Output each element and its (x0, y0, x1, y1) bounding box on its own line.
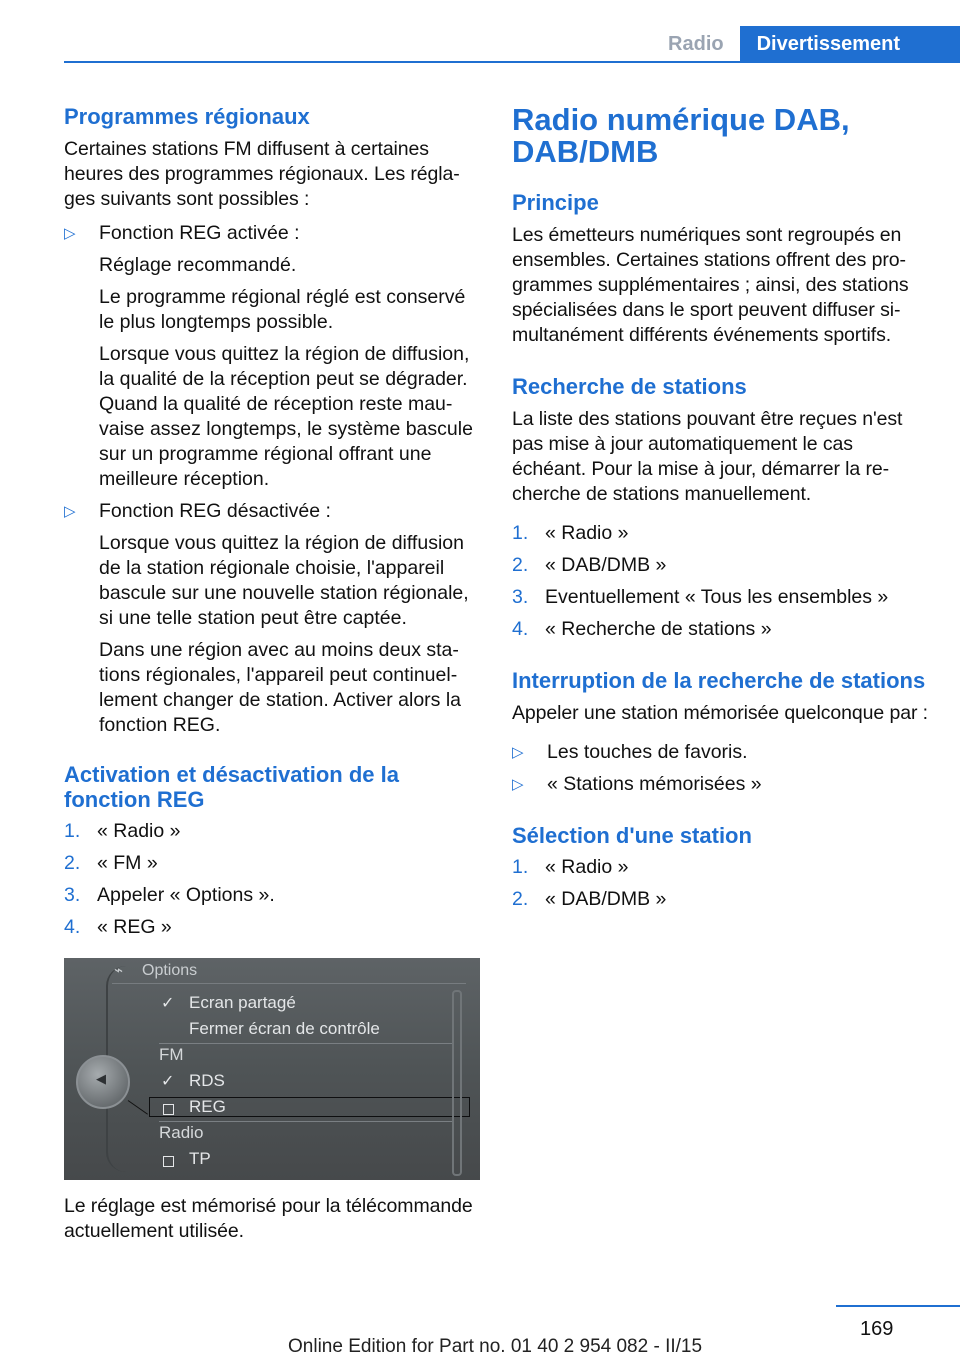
tab-divertissement[interactable]: Divertissement (740, 26, 960, 62)
page-number: 169 (860, 1318, 894, 1340)
heading-radio-numerique: Radio numérique DAB, DAB/DMB (512, 102, 850, 169)
bullet-paragraph: Le programme régional réglé est conservé le plus longtemps possible. (99, 286, 466, 333)
paragraph-principe: Les émetteurs numériques sont regroupés en ensembles. Certaines stations offrent des programmes supplémentaires ; ainsi, des stations spécialisées dans le sport peuvent diffuser simultanément différents événements sportifs. (512, 224, 909, 346)
antenna-icon: ⌁ (114, 962, 124, 979)
bullet-title: Fonction REG activée : (99, 222, 300, 244)
menu-item-reg[interactable]: REG (189, 1097, 226, 1116)
checkmark-icon: ✓ (161, 995, 175, 1012)
footer-edition: Online Edition for Part no. 01 40 2 954 082 - II/15 (288, 1336, 703, 1357)
screen-title: Options (142, 962, 198, 979)
bullets-interruption (512, 740, 928, 797)
tab-radio[interactable]: Radio (668, 33, 724, 55)
paragraph-interruption: Appeler une station mémorisée quelconque par : (512, 702, 928, 724)
menu-item-fermer-ecran[interactable]: Fermer écran de contrôle (189, 1019, 380, 1038)
bullet-paragraph: Lorsque vous quittez la région de diffusion de la station régionale choisie, l'appareil bascule sur une nouvelle station régionale, si une telle station peut être captée. (99, 532, 469, 629)
menu-category-radio: Radio (159, 1123, 204, 1142)
checkbox-icon (163, 1104, 174, 1115)
list-item: 3. Appeler « Options ». (64, 884, 275, 906)
heading-selection: Sélection d'une station (512, 823, 752, 848)
list-item: 2. « FM » (64, 852, 158, 874)
menu-item-tp[interactable]: TP (189, 1149, 211, 1168)
heading-principe: Principe (512, 190, 599, 215)
arrow-left-icon: ◀ (96, 1071, 106, 1086)
list-item: ▷ Les touches de favoris. (512, 741, 748, 763)
options-screen-image (64, 958, 480, 1180)
list-item: 4. « REG » (64, 916, 172, 938)
triangle-icon: ▷ (64, 225, 76, 242)
bullet-reg-off (64, 499, 480, 738)
menu-item-rds[interactable]: RDS (189, 1071, 225, 1090)
bullet-paragraph: Dans une région avec au moins deux stations régionales, l'appareil peut continuellement changer de station. Activer alors la fonction REG. (99, 639, 462, 736)
menu-category-fm: FM (159, 1045, 184, 1064)
menu-item-ecran-partage[interactable]: Ecran partagé (189, 993, 296, 1012)
list-item: 2. « DAB/DMB » (512, 888, 667, 910)
header-tabs (668, 26, 960, 62)
screen-scrollbar (452, 990, 462, 1176)
list-item: 3. Eventuellement « Tous les ensembles » (512, 586, 889, 608)
heading-interruption: Interruption de la recherche de stations (512, 668, 926, 693)
bullet-paragraph: Lorsque vous quittez la région de diffusion, la qualité de la réception peut se dégrader. Quand la qualité de réception reste mauvaise assez longtemps, le système bascule sur un programme régional offrant une meilleure réception. (99, 343, 473, 490)
checkbox-icon (163, 1156, 174, 1167)
checkmark-icon: ✓ (161, 1073, 175, 1090)
list-item: 1. « Radio » (512, 522, 629, 544)
steps-selection (512, 855, 928, 912)
heading-recherche: Recherche de stations (512, 374, 747, 399)
header-rule (64, 61, 960, 63)
pointer-line (128, 1100, 148, 1115)
list-item: ▷ « Stations mémorisées » (512, 773, 762, 795)
paragraph-telecommande: Le réglage est mémorisé pour la télécommande actuellement utilisée. (64, 1195, 473, 1242)
steps-recherche (512, 521, 928, 642)
bullet-reg-on (64, 221, 480, 492)
heading-programmes-regionaux: Programmes régionaux (64, 104, 310, 129)
triangle-icon: ▷ (512, 744, 524, 761)
right-column (512, 104, 928, 912)
list-item: 2. « DAB/DMB » (512, 554, 667, 576)
list-item: 1. « Radio » (64, 820, 181, 842)
list-item: 1. « Radio » (512, 856, 629, 878)
bullet-paragraph: Réglage recommandé. (99, 254, 297, 276)
left-column (64, 104, 480, 1244)
paragraph-regional: Certaines stations FM diffusent à certaines heures des programmes régionaux. Les réglages suivants sont possibles : (64, 138, 460, 210)
triangle-icon: ▷ (512, 776, 524, 793)
steps-activation (64, 819, 480, 940)
triangle-icon: ▷ (64, 503, 76, 520)
footer-rule (836, 1305, 960, 1307)
bullet-title: Fonction REG désactivée : (99, 500, 331, 522)
paragraph-recherche: La liste des stations pouvant être reçues n'est pas mise à jour automatiquement le cas échéant. Pour la mise à jour, démarrer la recherche de stations manuellement. (512, 408, 903, 505)
list-item: 4. « Recherche de stations » (512, 618, 772, 640)
screen-divider (112, 983, 466, 984)
heading-activation: Activation et désactivation de la fonction REG (64, 762, 399, 812)
